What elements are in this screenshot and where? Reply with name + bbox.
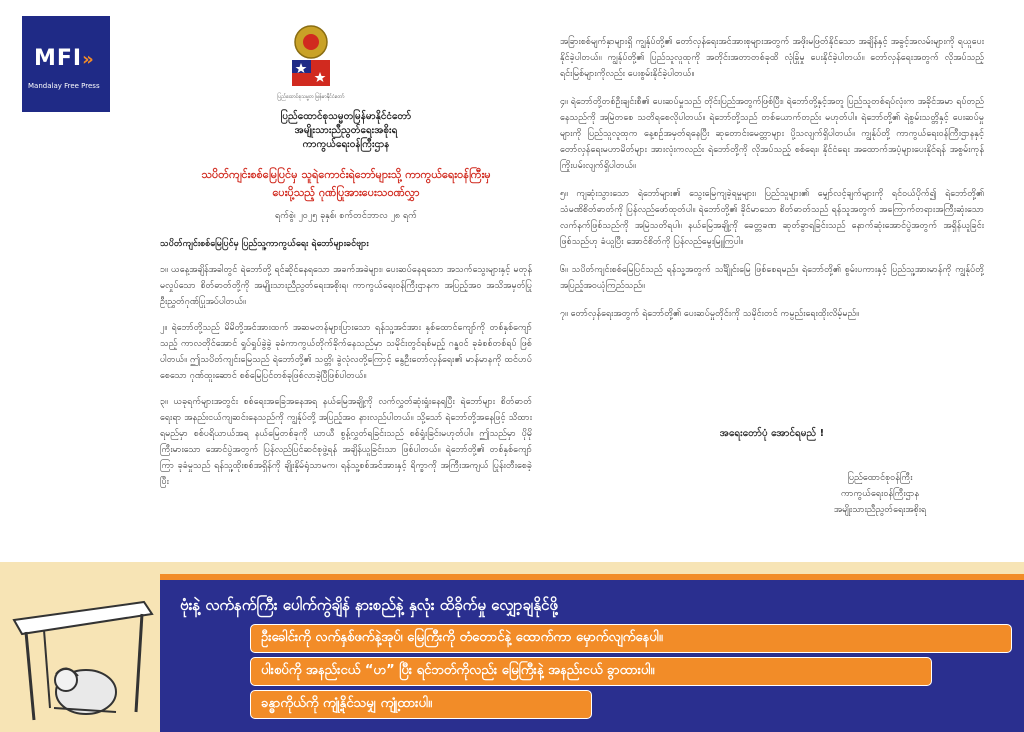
paragraph-5: ၅။ ကျဆုံးသွားသော ရဲဘော်များ၏ သွေးမြေကျခဲ့ရမှုများ၊ ပြည်သူများ၏ မျှော်လင့်ချက်များကို ရင်ဝယ်ပိုက်၍ ရဲဘော်တို့၏ သံမဏိစိတ်ဓာတ်ကို ပြန်လည်ဖော်ထုတ်ပါ။ ရဲဘော်တို့၏ ခိုင်မာသော စိတ်ဓာတ်သည် ရန်သူအတွက် အကြောက်တရားအကြီးဆုံးသော လက်နက်ဖြစ်သည်ကို အမြဲသတိရပါ။ နယ်မြေအချို့ကို ခေတ္တခဏ ဆုတ်ခွာရခြင်းသည် နောက်ဆုံးအောင်ပွဲအတွက် အရှိန်ယူခြင်းဖြစ်သည်ဟု ခံယူပြီး အောင်စိတ်ကို ပြန်လည်မွေးမြူကြပါ။: [560, 189, 984, 247]
paragraph-3: ၃။ ယခုရက်များအတွင်း စစ်ရေးအခြေအနေအရ နယ်မြေအချို့ကို လက်လွှတ်ဆုံးရှုံးနေရပြီး ရဲဘော်များ စိတ်ဓာတ်ရေးရာ အနည်းငယ်ကျဆင်းနေသည်ကို ကျွန်ုပ်တို့ အပြည့်အဝ နားလည်ပါတယ်။ သို့သော် ရဲဘော်တို့အနေဖြင့် သိထားရမည်မှာ စစ်ပရိယာယ်အရ နယ်မြေတစ်ခုကို ယာယီ စွန့်လွှတ်ရခြင်းသည် စစ်ရှုံးခြင်းမဟုတ်ပါ။ ဤသည်မှာ ပိုမိုကြီးမားသော အောင်ပွဲအတွက် ပြန်လည်ပြင်ဆင်စုဖွဲ့ရန် အချိန်ယူခြင်းသာ ဖြစ်ပါတယ်။ ရဲဘော်တို့၏ တစ်နှစ်ကျော်ကြာ ခုခံမှုသည် ရန်သူ့ထိုးစစ်အရှိန်ကို ချိုးနှိမ်ရုံသာမက၊ ရန်သူ့စစ်အင်အားနှင့် ရိက္ခာကို အကြီးအကျယ် ပြုန်းတီးစေခဲ့ပြီး: [160, 397, 532, 487]
logo-name: MFI: [34, 46, 83, 71]
logo-arrow-icon: »: [82, 49, 95, 70]
office-heading: [160, 110, 532, 152]
paragraph-2: ၂။ ရဲဘော်တို့သည် မိမိတို့အင်အားထက် အဆမတန်များပြားသော ရန်သူ့အင်အား နှစ်ထောင်ကျော်ကို တစ်နှစ်ကျော်သည့် ကာလတိုင်အောင် ရှုပ်ရှုပ်ခွဲခွဲ ခုခံကာကွယ်တိုက်ခိုက်နေသည်မှာ သမိုင်းတွင်ရစ်မည့် ဂန္ဓဝင် ခုခံစစ်တစ်ရပ် ဖြစ်ပါတယ်။ ဤသပိတ်ကျင်းမြေသည် ရဲဘော်တို့၏ သတ္တိ၊ ခွဲလုံလတို့ကြောင့် နွေဦးတော်လှန်ရေး၏ မာန်မာနကို ထင်ဟပ်စေသော ဂုဏ်ထူးဆောင် စစ်မြေပြင်တစ်ခုဖြစ်လာခဲ့ပြီဖြစ်ပါတယ်။: [160, 323, 532, 381]
letter-title: [160, 166, 532, 202]
closing-slogan: အရေးတော်ပုံ အောင်ရမည် !: [719, 428, 825, 439]
office-line-1: ပြည်ထောင်စုသမ္မတမြန်မာနိုင်ငံတော်: [280, 111, 412, 122]
paragraph-6: ၆။ သပိတ်ကျင်းစစ်မြေပြင်သည် ရန်သူ့အတွက် သင်္ချိုင်းမြေ ဖြစ်စေရမည်။ ရဲဘော်တို့၏ စွမ်းပကားနှင့် ပြည်သူ့အားမာန်ကို ကျွန်ုပ်တို့ အပြည့်အဝယုံကြည်သည်။: [560, 265, 984, 291]
emblem-icon: [258, 20, 364, 104]
logo-subtitle: Mandalay Free Press: [28, 82, 100, 90]
safety-banner: [0, 562, 1024, 732]
banner-stripe: [160, 574, 1024, 580]
paragraph-4: ၄။ ရဲဘော်တို့တစ်ဦးချင်းစီ၏ ပေးဆပ်မှုသည် တိုင်းပြည်အတွက်ဖြစ်ပြီး၊ ရဲဘော်တို့နှင့်အတူ ပြည်သူတစ်ရပ်လုံးက အခိုင်အမာ ရပ်တည်နေသည်ကို အမြဲတစေ သတိရစေလိုပါတယ်။ ရဲဘော်တို့သည် တစ်ယောက်တည်း မဟုတ်ပါ။ ရဲဘော်တို့၏ ရဲစွမ်းသတ္တိနှင့် ပေးဆပ်မှုများကို ပြည်သူလူထုက နေ့စဉ်အမှတ်ရနေပြီး ဆုတောင်းမေတ္တာများ ပို့သလျက်ရှိပါတယ်။ ကျွန်ုပ်တို့ ကာကွယ်ရေးဝန်ကြီးဌာနနှင့် တော်လှန်ရေးမဟာမိတ်များ အားလုံးကလည်း ရဲဘော်တို့ကို လိုအပ်သည့် စစ်ရေး၊ နိုင်ငံရေး အထောက်အပံ့များပေးနိုင်ရန် အစွမ်းကုန် ကြိုးပမ်းလျက်ရှိပါတယ်။: [560, 97, 984, 171]
tip-2: ပါးစပ်ကို အနည်းငယ် “ဟ” ပြီး ရင်ဘတ်ကိုလည်း မြေကြီးနဲ့ အနည်းငယ် ခွာထားပါ။: [250, 657, 932, 686]
letter-date: ရက်စွဲ၊ ၂၀၂၅ ခုနှစ်၊ စက်တင်ဘာလ ၂၈ ရက်: [275, 211, 417, 221]
signature-line-2: ကာကွယ်ရေးဝန်ကြီးဌာန: [840, 489, 920, 499]
paragraph-7: ၇။ တော်လှန်ရေးအတွက် ရဲဘော်တို့၏ ပေးဆပ်မှုတိုင်းကို သမိုင်းတင် ကမ္ပည်းရေးထိုးလိမ့်မည်။: [560, 309, 859, 319]
title-line-1: သပိတ်ကျင်းစစ်မြေပြင်မှ သူရဲကောင်းရဲဘော်များသို့ ကာကွယ်ရေးဝန်ကြီးမှ: [201, 168, 491, 181]
state-emblem: [258, 20, 364, 104]
emblem-caption: ပြည်ထောင်စုသမ္မတ မြန်မာနိုင်ငံတော်: [277, 94, 345, 100]
signature-block: [780, 470, 980, 518]
title-line-2: ပေးပို့သည့် ဂုဏ်ပြုအားပေးသဝဏ်လွှာ: [272, 186, 420, 199]
right-column: [560, 34, 984, 334]
paragraph-1: ၁။ ယနေ့အချိန်အခါတွင် ရဲဘော်တို့ ရင်ဆိုင်နေရသော အခက်အခဲများ၊ ပေးဆပ်နေရသော အသက်သွေးများနှင့် မတုန်မလှုပ်သော စိတ်ဓာတ်တို့ကို အမျိုးသားညီညွတ်ရေးအစိုးရ၊ ကာကွယ်ရေးဝန်ကြီးဌာနက အပြည့်အဝ အသိအမှတ်ပြု ဦးညွှတ်ဂုဏ်ပြုအပ်ပါတယ်။: [160, 265, 532, 307]
mfi-logo: [22, 16, 110, 112]
banner-headline: ဗုံးနဲ့ လက်နက်ကြီး ပေါက်ကွဲချိန် နားစည်နဲ့ နှလုံး ထိခိုက်မှု လျှော့ချနိုင်ဖို့: [180, 596, 558, 614]
salutation: သပိတ်ကျင်းစစ်မြေပြင်မှ ပြည်သူ့ကာကွယ်ရေး ရဲဘော်များခင်ဗျား: [160, 239, 369, 249]
signature-line-3: အမျိုးသားညီညွတ်ရေးအစိုးရ: [833, 505, 927, 515]
office-line-2: အမျိုးသားညီညွတ်ရေးအစိုးရ: [294, 125, 398, 136]
paragraph-3-cont: အခြားစစ်မျက်နှာများရှိ ကျွန်ုပ်တို့၏ တော်လှန်ရေးအင်အားစုများအတွက် အဖိုးမဖြတ်နိုင်သော အချိန်နှင့် အခွင့်အလမ်းများကို ရယူပေးနိုင်ခဲ့ပါတယ်။ ကျွန်ုပ်တို့၏ ပြည်သူလူထုကို အတိုင်းအတာတစ်ခုထိ လုံခြုံမှု ပေးနိုင်ခဲ့ပါတယ်။ တော်လှန်ရေးအတွက် လိုအပ်သည့် ရင်းမြစ်များကိုလည်း ပေးစွမ်းနိုင်ခဲ့ပါတယ်။: [560, 37, 984, 79]
signature-line-1: ပြည်ထောင်စုဝန်ကြီး: [847, 473, 913, 483]
office-line-3: ကာကွယ်ရေးဝန်ကြီးဌာန: [302, 139, 390, 150]
tip-3: ခန္ဓာကိုယ်ကို ကျုံ့နိုင်သမျှ ကျုံ့ထားပါ။: [250, 690, 592, 719]
left-column: [160, 236, 532, 500]
tip-1: ဦးခေါင်းကို လက်နှစ်ဖက်နဲ့အုပ်၊ မြေကြီးကို တံတောင်နဲ့ ထောက်ကာ မှောက်လျက်နေပါ။: [250, 624, 1012, 653]
take-cover-illustration-icon: [4, 580, 154, 728]
